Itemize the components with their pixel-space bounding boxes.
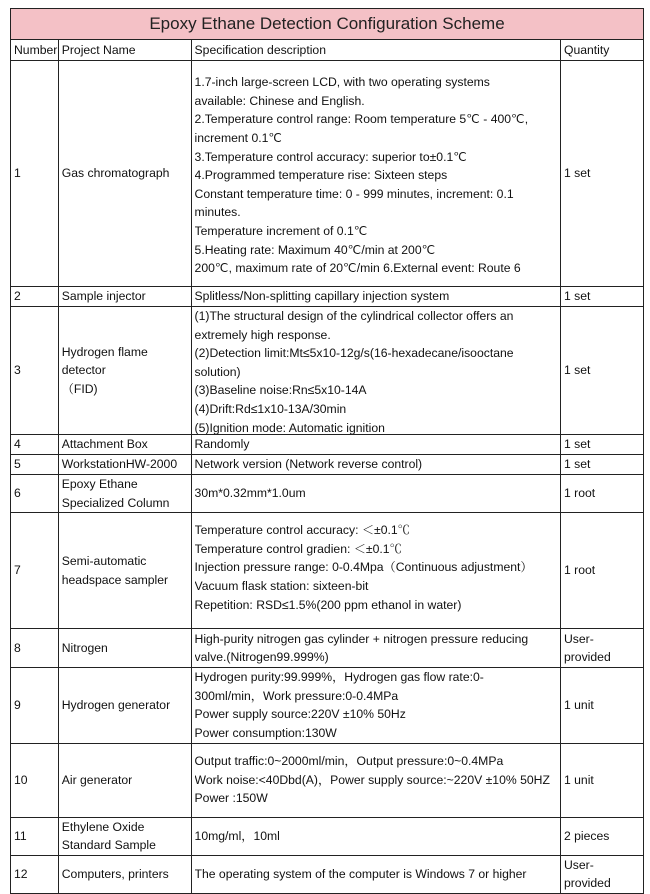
table-row bbox=[11, 855, 644, 893]
project-name-cell bbox=[58, 743, 191, 817]
project-name-line: Epoxy Ethane bbox=[61, 477, 138, 491]
header-specification: Specification description bbox=[191, 40, 560, 61]
project-name-line: Gas chromatograph bbox=[61, 166, 170, 181]
specification-line: extremely high response. bbox=[194, 327, 331, 342]
table-row bbox=[11, 475, 644, 513]
config-table bbox=[10, 39, 644, 894]
specification-line: Repetition: RSD≤1.5%(200 ppm ethanol in water) bbox=[194, 597, 462, 612]
specification-cell bbox=[191, 287, 560, 307]
header-row bbox=[11, 40, 644, 61]
project-name-cell bbox=[58, 307, 191, 435]
specification-line: Vacuum flask station: sixteen-bit bbox=[194, 578, 369, 593]
row-number: 6 bbox=[11, 475, 59, 513]
specification-line: 5.Heating rate: Maximum 40℃/min at 200℃ bbox=[194, 242, 436, 257]
specification-line: Splitless/Non-splitting capillary injection system bbox=[194, 289, 450, 304]
project-name-line: Specialized Column bbox=[61, 495, 170, 510]
table-row bbox=[11, 743, 644, 817]
quantity-cell: 2 pieces bbox=[560, 817, 643, 855]
table-row bbox=[11, 668, 644, 743]
project-name-line: Attachment Box bbox=[61, 437, 148, 452]
specification-line: solution) bbox=[194, 364, 241, 379]
quantity-cell: 1 set bbox=[560, 61, 643, 287]
specification-line: (4)Drift:Rd≤1x10-13A/30min bbox=[194, 401, 347, 416]
project-name-line: Standard Sample bbox=[61, 838, 156, 853]
specification-line: Power supply source:220V ±10% 50Hz bbox=[194, 707, 406, 722]
row-number: 4 bbox=[11, 435, 59, 455]
specification-line: Temperature control gradien: ＜±0.1℃ bbox=[194, 541, 402, 556]
quantity-cell: 1 set bbox=[560, 287, 643, 307]
project-name-line: detector bbox=[61, 363, 106, 378]
project-name-cell bbox=[58, 61, 191, 287]
specification-line: (1)The structural design of the cylindrical collector offers an bbox=[194, 309, 514, 323]
specification-cell bbox=[191, 513, 560, 629]
specification-cell bbox=[191, 475, 560, 513]
specification-line: 2.Temperature control range: Room temperature 5℃ - 400℃, bbox=[194, 112, 529, 127]
specification-line: 10mg/ml，10ml bbox=[194, 828, 280, 843]
quantity-cell: 1 set bbox=[560, 307, 643, 435]
project-name-line: Hydrogen flame bbox=[61, 344, 148, 359]
project-name-line: Ethylene Oxide bbox=[61, 819, 145, 834]
table-row bbox=[11, 61, 644, 287]
specification-cell bbox=[191, 307, 560, 435]
quantity-cell: 1 unit bbox=[560, 668, 643, 743]
quantity-cell: 1 root bbox=[560, 475, 643, 513]
row-number: 2 bbox=[11, 287, 59, 307]
specification-cell bbox=[191, 668, 560, 743]
specification-line: Constant temperature time: 0 - 999 minutes, increment: 0.1 bbox=[194, 186, 514, 201]
specification-line: valve.(Nitrogen99.999%) bbox=[194, 650, 329, 665]
table-row bbox=[11, 629, 644, 668]
project-name-cell bbox=[58, 475, 191, 513]
project-name-line: （FID) bbox=[61, 381, 98, 396]
project-name-cell bbox=[58, 287, 191, 307]
specification-line: 30m*0.32mm*1.0um bbox=[194, 486, 306, 501]
project-name-line: Air generator bbox=[61, 772, 133, 787]
specification-line: (5)Ignition mode: Automatic ignition bbox=[194, 420, 385, 434]
row-number: 3 bbox=[11, 307, 59, 435]
specification-cell bbox=[191, 61, 560, 287]
header-number: Number bbox=[11, 40, 59, 61]
quantity-cell: 1 unit bbox=[560, 743, 643, 817]
project-name-cell bbox=[58, 455, 191, 475]
specification-line: (3)Baseline noise:Rn≤5x10-14A bbox=[194, 383, 367, 398]
config-document bbox=[10, 8, 644, 894]
specification-line: Hydrogen purity:99.999%，Hydrogen gas flow rate:0- bbox=[194, 670, 484, 685]
specification-cell bbox=[191, 817, 560, 855]
specification-line: Power :150W bbox=[194, 791, 268, 806]
specification-cell bbox=[191, 743, 560, 817]
specification-line: Network version (Network reverse control) bbox=[194, 457, 423, 472]
project-name-cell bbox=[58, 629, 191, 668]
project-name-cell bbox=[58, 817, 191, 855]
specification-line: Work noise:<40Dbd(A)，Power supply source:~220V ±10% 50HZ bbox=[194, 772, 550, 787]
project-name-line: Computers, printers bbox=[61, 867, 169, 882]
project-name-cell bbox=[58, 855, 191, 893]
specification-line: (2)Detection limit:Mt≤5x10-12g/s(16-hexadecane/isooctane bbox=[194, 346, 514, 361]
table-body bbox=[11, 61, 644, 894]
table-row bbox=[11, 513, 644, 629]
table-row bbox=[11, 307, 644, 435]
quantity-cell: User-provided bbox=[560, 855, 643, 893]
specification-line: Temperature increment of 0.1℃ bbox=[194, 223, 368, 238]
table-row bbox=[11, 435, 644, 455]
project-name-line: WorkstationHW-2000 bbox=[61, 457, 178, 472]
quantity-cell: 1 root bbox=[560, 513, 643, 629]
quantity-cell: 1 set bbox=[560, 455, 643, 475]
specification-line: available: Chinese and English. bbox=[194, 93, 365, 108]
specification-line: The operating system of the computer is Windows 7 or higher bbox=[194, 867, 527, 882]
specification-line: Temperature control accuracy: ＜±0.1℃ bbox=[194, 523, 410, 538]
table-row bbox=[11, 287, 644, 307]
row-number: 7 bbox=[11, 513, 59, 629]
project-name-line: Hydrogen generator bbox=[61, 698, 171, 713]
row-number: 9 bbox=[11, 668, 59, 743]
specification-cell bbox=[191, 435, 560, 455]
row-number: 5 bbox=[11, 455, 59, 475]
specification-line: 300ml/min，Work pressure:0-0.4MPa bbox=[194, 688, 399, 703]
row-number: 11 bbox=[11, 817, 59, 855]
project-name-cell bbox=[58, 668, 191, 743]
header-quantity: Quantity bbox=[560, 40, 643, 61]
project-name-line: Nitrogen bbox=[61, 640, 108, 655]
row-number: 12 bbox=[11, 855, 59, 893]
project-name-line: Semi-automatic bbox=[61, 554, 147, 569]
specification-cell bbox=[191, 855, 560, 893]
quantity-cell: User-provided bbox=[560, 629, 643, 668]
specification-line: Power consumption:130W bbox=[194, 725, 337, 740]
project-name-line: Sample injector bbox=[61, 289, 146, 304]
specification-line: increment 0.1℃ bbox=[194, 131, 283, 146]
table-row bbox=[11, 455, 644, 475]
specification-line: 1.7-inch large-screen LCD, with two operating systems bbox=[194, 75, 490, 90]
specification-cell bbox=[191, 455, 560, 475]
row-number: 1 bbox=[11, 61, 59, 287]
row-number: 8 bbox=[11, 629, 59, 668]
project-name-cell bbox=[58, 435, 191, 455]
specification-cell bbox=[191, 629, 560, 668]
quantity-cell: 1 set bbox=[560, 435, 643, 455]
table-row bbox=[11, 817, 644, 855]
specification-line: High-purity nitrogen gas cylinder + nitrogen pressure reducing bbox=[194, 631, 529, 646]
specification-line: Randomly bbox=[194, 437, 250, 452]
specification-line: minutes. bbox=[194, 205, 241, 220]
specification-line: 4.Programmed temperature rise: Sixteen steps bbox=[194, 168, 448, 183]
document-title: Epoxy Ethane Detection Configuration Scheme bbox=[10, 8, 644, 39]
specification-line: Output traffic:0~2000ml/min，Output pressure:0~0.4MPa bbox=[194, 754, 504, 769]
project-name-cell bbox=[58, 513, 191, 629]
header-project-name: Project Name bbox=[58, 40, 191, 61]
specification-line: 200℃, maximum rate of 20℃/min 6.External event: Route 6 bbox=[194, 261, 521, 276]
specification-line: 3.Temperature control accuracy: superior to±0.1℃ bbox=[194, 149, 467, 164]
row-number: 10 bbox=[11, 743, 59, 817]
specification-line: Injection pressure range: 0-0.4Mpa（Continuous adjustment） bbox=[194, 560, 533, 575]
project-name-line: headspace sampler bbox=[61, 572, 169, 587]
